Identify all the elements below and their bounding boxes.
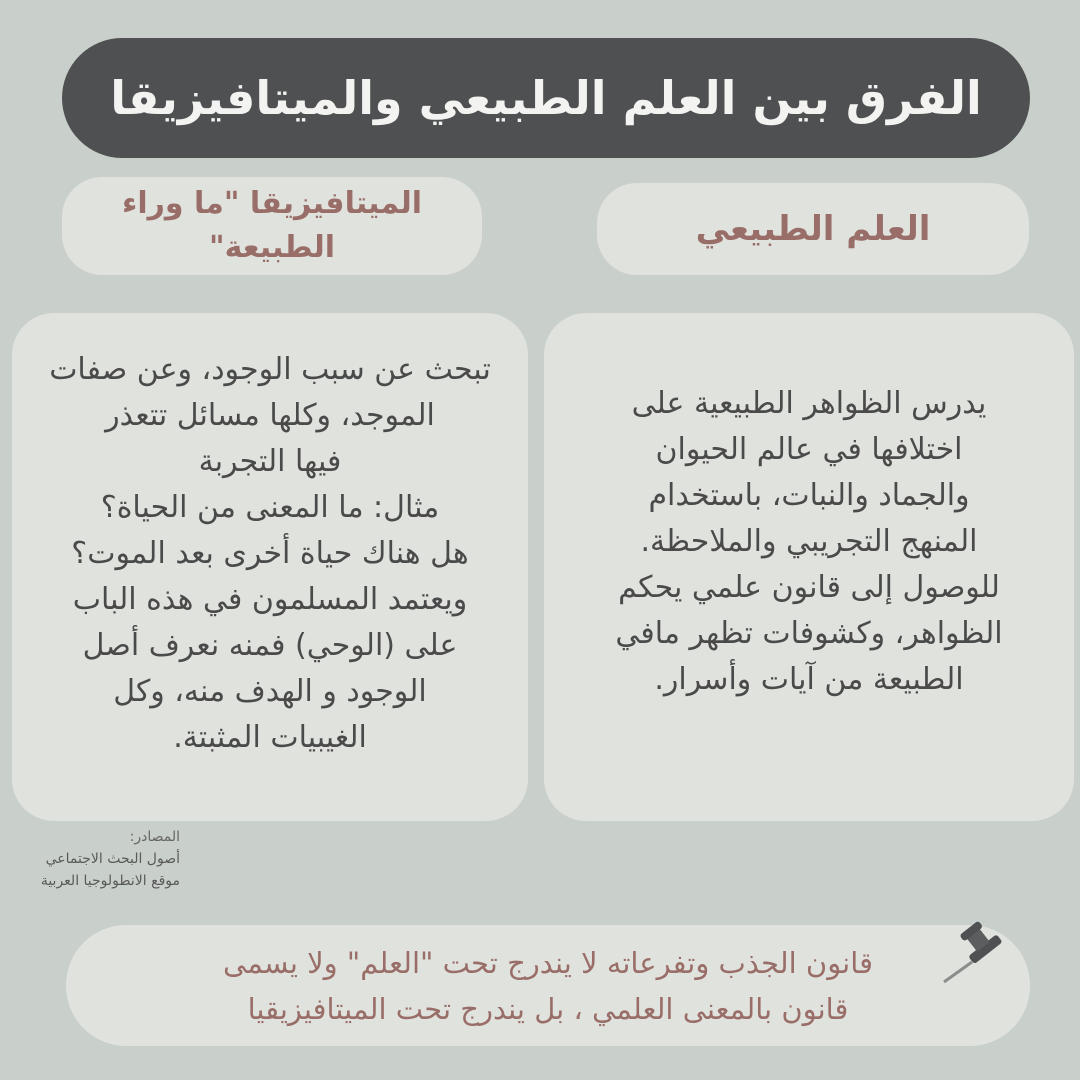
natural-science-heading: العلم الطبيعي [597,183,1029,275]
note-card [66,925,1030,1046]
sources-title: المصادر: [129,829,180,845]
note-text: قانون الجذب وتفرعاته لا يندرج تحت "العلم" ولا يسمى قانون بالمعنى العلمي ، بل يندرج تحت الميتافيزيقيا [223,945,873,1026]
metaphysics-heading: الميتافيزيقا "ما وراء الطبيعة" [62,177,482,275]
source-item: موقع الانطولوجيا العربية [40,873,180,889]
metaphysics-description: تبحث عن سبب الوجود، وعن صفات الموجد، وكلها مسائل تتعذر فيها التجربة مثال: ما المعنى من الحياة؟ هل هناك حياة أخرى بعد الموت؟ ويعتمد المسلمون في هذه الباب على (الوحي) فمنه نعرف أصل الوجود و الهدف منه، وكل الغيبيات المثبتة. [12,313,528,821]
pushpin-icon [938,918,1018,988]
sources-block [0,826,180,892]
source-item: أصول البحث الاجتماعي [45,851,180,867]
page-title: الفرق بين العلم الطبيعي والميتافيزيقا [62,38,1030,158]
natural-science-description: يدرس الظواهر الطبيعية على اختلافها في عالم الحيوان والجماد والنبات، باستخدام المنهج التجريبي والملاحظة. للوصول إلى قانون علمي يحكم الظواهر، وكشوفات تظهر مافي الطبيعة من آيات وأسرار. [544,313,1074,821]
